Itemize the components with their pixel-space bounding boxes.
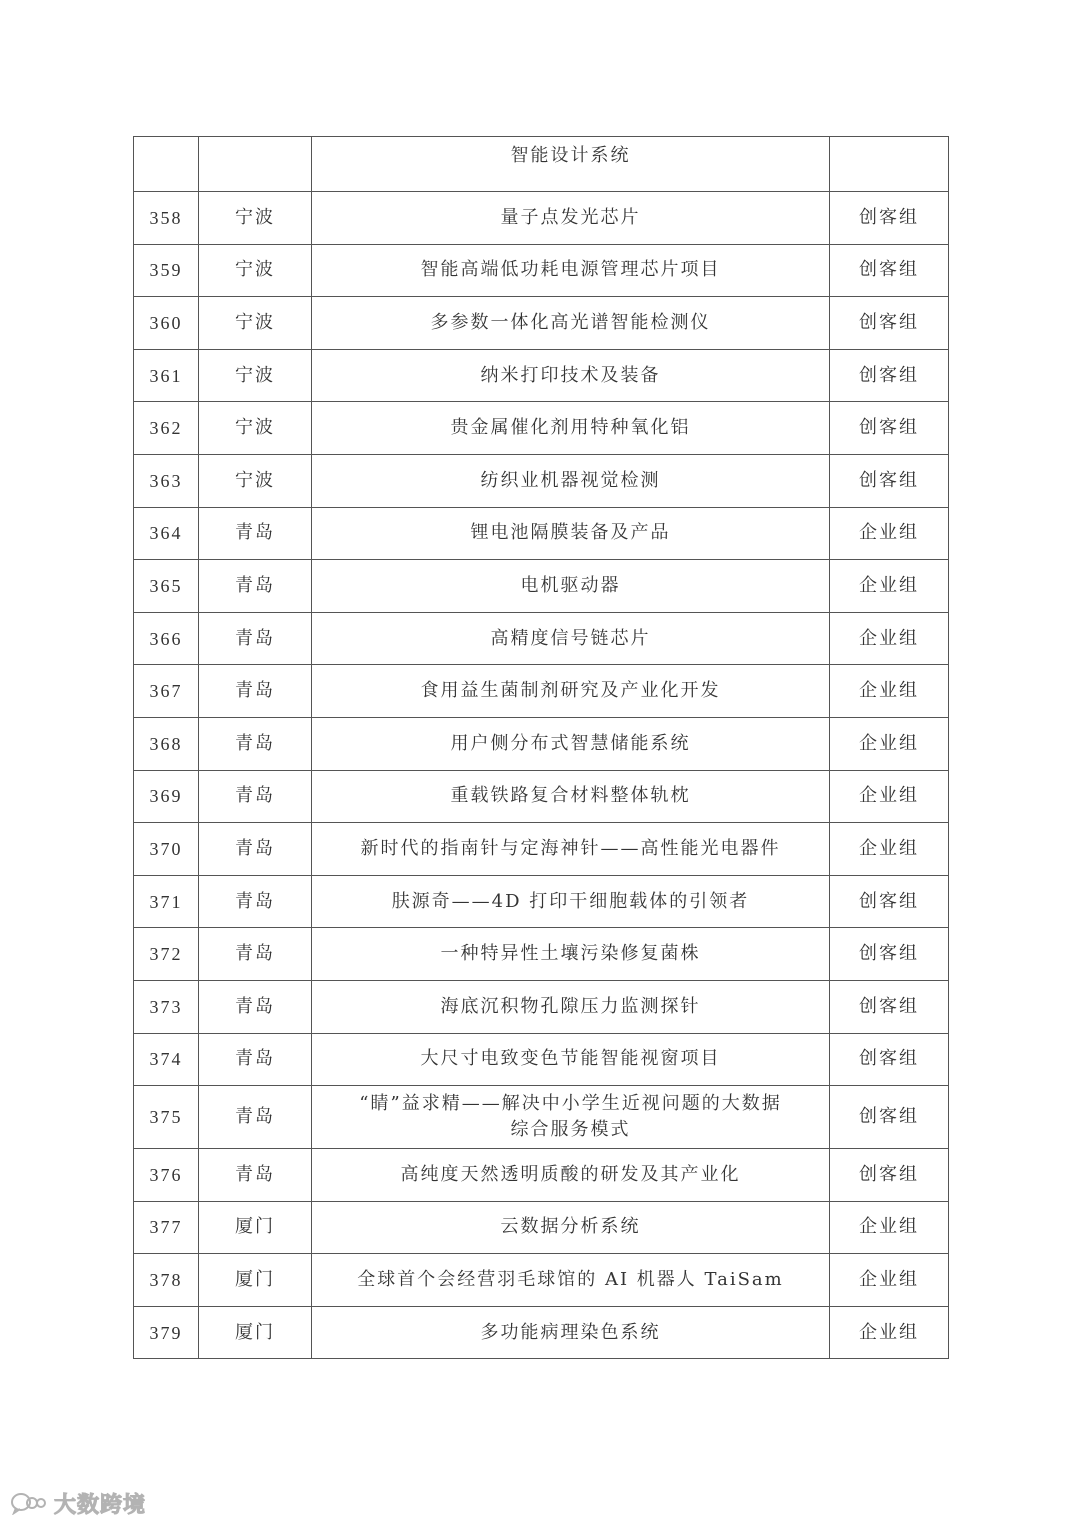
row-number-cell [134, 137, 199, 192]
row-number-cell: 363 [134, 454, 199, 507]
city-cell: 青岛 [199, 717, 312, 770]
row-number-cell: 362 [134, 402, 199, 455]
group-cell: 创客组 [830, 1086, 949, 1149]
project-name-cell: 智能设计系统 [312, 137, 830, 192]
city-cell: 宁波 [199, 297, 312, 350]
row-number-cell: 369 [134, 770, 199, 823]
table-row [134, 560, 949, 613]
project-name-cell: 肤源奇——4D 打印干细胞载体的引领者 [312, 875, 830, 928]
table-row [134, 192, 949, 245]
city-cell: 青岛 [199, 1086, 312, 1149]
row-number-cell: 377 [134, 1201, 199, 1254]
group-cell [830, 137, 949, 192]
group-cell: 企业组 [830, 560, 949, 613]
project-name-cell: 一种特异性土壤污染修复菌株 [312, 928, 830, 981]
row-number-cell: 374 [134, 1033, 199, 1086]
city-cell: 宁波 [199, 192, 312, 245]
table-row [134, 665, 949, 718]
project-name-cell [312, 1086, 830, 1149]
row-number-cell: 364 [134, 507, 199, 560]
project-name-cell: 全球首个会经营羽毛球馆的 AI 机器人 TaiSam [312, 1254, 830, 1307]
project-name-cell: 食用益生菌制剂研究及产业化开发 [312, 665, 830, 718]
city-cell: 青岛 [199, 823, 312, 876]
group-cell: 企业组 [830, 1201, 949, 1254]
row-number-cell: 368 [134, 717, 199, 770]
row-number-cell: 379 [134, 1306, 199, 1359]
project-name-line: 综合服务模式 [510, 1119, 631, 1141]
project-name-cell: 智能高端低功耗电源管理芯片项目 [312, 244, 830, 297]
table-row [134, 1033, 949, 1086]
row-number-cell: 372 [134, 928, 199, 981]
project-name-cell: 用户侧分布式智慧储能系统 [312, 717, 830, 770]
table-row [134, 1149, 949, 1202]
city-cell: 宁波 [199, 244, 312, 297]
row-number-cell: 366 [134, 612, 199, 665]
table-row [134, 1201, 949, 1254]
city-cell: 青岛 [199, 612, 312, 665]
group-cell: 企业组 [830, 665, 949, 718]
project-table [133, 136, 949, 1359]
table-row [134, 717, 949, 770]
row-number-cell: 367 [134, 665, 199, 718]
project-name-cell: 高精度信号链芯片 [312, 612, 830, 665]
group-cell: 企业组 [830, 612, 949, 665]
group-cell: 创客组 [830, 980, 949, 1033]
table-row [134, 349, 949, 402]
table-row [134, 1086, 949, 1149]
table-row [134, 1254, 949, 1307]
table-row [134, 928, 949, 981]
row-number-cell: 373 [134, 980, 199, 1033]
group-cell: 企业组 [830, 770, 949, 823]
group-cell: 企业组 [830, 1254, 949, 1307]
table-row [134, 612, 949, 665]
table-row [134, 770, 949, 823]
group-cell: 创客组 [830, 402, 949, 455]
table-row [134, 244, 949, 297]
row-number-cell: 365 [134, 560, 199, 613]
project-name-cell: 电机驱动器 [312, 560, 830, 613]
project-name-cell: 纺织业机器视觉检测 [312, 454, 830, 507]
project-name-cell: 重载铁路复合材料整体轨枕 [312, 770, 830, 823]
city-cell: 宁波 [199, 349, 312, 402]
group-cell: 创客组 [830, 349, 949, 402]
table-row [134, 875, 949, 928]
group-cell: 创客组 [830, 244, 949, 297]
table-row [134, 402, 949, 455]
row-number-cell: 359 [134, 244, 199, 297]
city-cell: 厦门 [199, 1201, 312, 1254]
city-cell: 青岛 [199, 980, 312, 1033]
project-name-cell: 云数据分析系统 [312, 1201, 830, 1254]
project-name-cell: 锂电池隔膜装备及产品 [312, 507, 830, 560]
table-row [134, 980, 949, 1033]
watermark-text: 大数跨境 [54, 1492, 147, 1518]
city-cell: 青岛 [199, 1149, 312, 1202]
group-cell: 创客组 [830, 454, 949, 507]
group-cell: 企业组 [830, 823, 949, 876]
city-cell: 厦门 [199, 1254, 312, 1307]
project-name-cell: 新时代的指南针与定海神针——高性能光电器件 [312, 823, 830, 876]
project-name-cell: 多参数一体化高光谱智能检测仪 [312, 297, 830, 350]
table-row [134, 1306, 949, 1359]
row-number-cell: 375 [134, 1086, 199, 1149]
city-cell: 青岛 [199, 507, 312, 560]
table-row [134, 454, 949, 507]
city-cell: 宁波 [199, 454, 312, 507]
city-cell: 青岛 [199, 928, 312, 981]
group-cell: 创客组 [830, 928, 949, 981]
city-cell [199, 137, 312, 192]
row-number-cell: 358 [134, 192, 199, 245]
project-name-cell: 大尺寸电致变色节能智能视窗项目 [312, 1033, 830, 1086]
group-cell: 企业组 [830, 507, 949, 560]
row-number-cell: 370 [134, 823, 199, 876]
watermark [10, 1488, 146, 1518]
group-cell: 创客组 [830, 1149, 949, 1202]
city-cell: 宁波 [199, 402, 312, 455]
project-name-line: “睛”益求精——解决中小学生近视问题的大数据 [359, 1093, 782, 1115]
group-cell: 创客组 [830, 875, 949, 928]
group-cell: 企业组 [830, 717, 949, 770]
table-row [134, 297, 949, 350]
table-row [134, 507, 949, 560]
table-row [134, 823, 949, 876]
row-number-cell: 361 [134, 349, 199, 402]
row-number-cell: 376 [134, 1149, 199, 1202]
group-cell: 创客组 [830, 297, 949, 350]
project-name-cell: 纳米打印技术及装备 [312, 349, 830, 402]
project-name-cell: 多功能病理染色系统 [312, 1306, 830, 1359]
city-cell: 青岛 [199, 665, 312, 718]
project-name-cell: 贵金属催化剂用特种氧化铝 [312, 402, 830, 455]
city-cell: 青岛 [199, 875, 312, 928]
group-cell: 企业组 [830, 1306, 949, 1359]
row-number-cell: 360 [134, 297, 199, 350]
city-cell: 青岛 [199, 770, 312, 823]
project-name-cell: 高纯度天然透明质酸的研发及其产业化 [312, 1149, 830, 1202]
project-name-cell: 海底沉积物孔隙压力监测探针 [312, 980, 830, 1033]
group-cell: 创客组 [830, 1033, 949, 1086]
city-cell: 青岛 [199, 1033, 312, 1086]
speech-bubble-logo-icon [10, 1491, 46, 1515]
group-cell: 创客组 [830, 192, 949, 245]
project-name-cell: 量子点发光芯片 [312, 192, 830, 245]
row-number-cell: 371 [134, 875, 199, 928]
table-row [134, 137, 949, 192]
city-cell: 厦门 [199, 1306, 312, 1359]
city-cell: 青岛 [199, 560, 312, 613]
row-number-cell: 378 [134, 1254, 199, 1307]
